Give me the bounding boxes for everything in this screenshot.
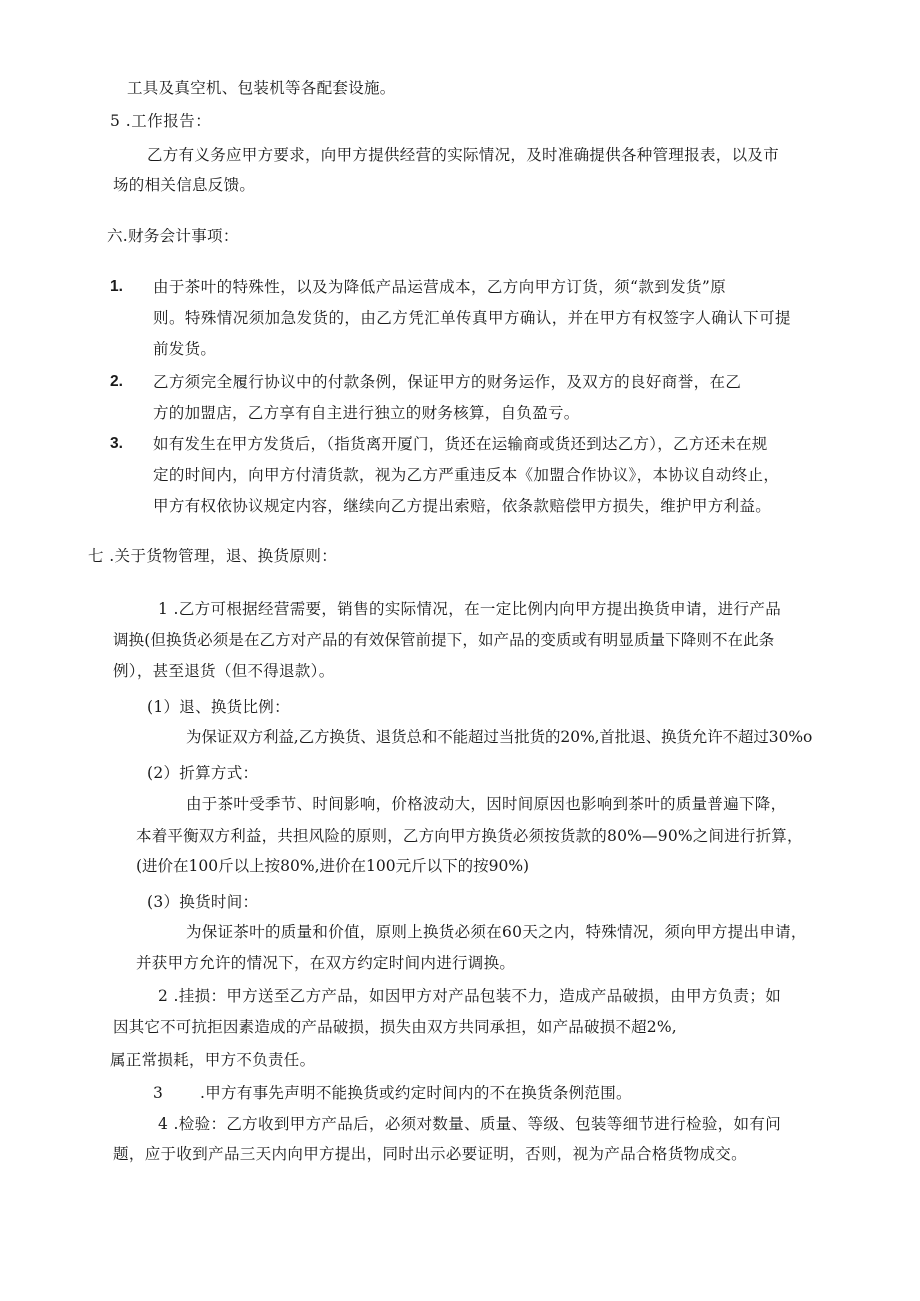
finance-item-1-cont2: 前发货。 <box>153 340 217 358</box>
discount-method-heading: (2）折算方式： <box>147 764 259 782</box>
discount-method-text-cont2: (进价在100斤以上按80%,进价在100元斤以下的按90%) <box>136 857 530 875</box>
finance-item-3-cont2: 甲方有权依协议规定内容，继续向乙方提出索赔，依条款赔偿甲方损失，维护甲方利益。 <box>153 497 772 515</box>
finance-item-3-cont: 定的时间内，向甲方付清货款，视为乙方严重违反本《加盟合作协议》，本协议自动终止， <box>153 466 780 484</box>
return-ratio-text: 为保证双方利益,乙方换货、退货总和不能超过当批货的20%,首批退、换货允许不超过30%o <box>186 728 813 746</box>
goods-item-1-cont: 调换(但换货必须是在乙方对产品的有效保管前提下，如产品的变质或有明显质量下降则不在此条 <box>113 631 775 649</box>
finance-item-1: 由于茶叶的特殊性，以及为降低产品运营成本，乙方向甲方订货，须“款到发货”原 <box>153 278 727 296</box>
exchange-time-heading: (3）换货时间： <box>147 893 259 911</box>
goods-item-1-cont2: 例），甚至退货（但不得退款）。 <box>113 662 335 680</box>
finance-item-1-cont: 则。特殊情况须加急发货的，由乙方凭汇单传真甲方确认，并在甲方有权签字人确认下可提 <box>153 309 792 327</box>
work-report-text: 乙方有义务应甲方要求，向甲方提供经营的实际情况，及时准确提供各种管理报表，以及市 <box>147 146 780 164</box>
discount-method-text-cont: 本着平衡双方利益，共担风险的原则，乙方向甲方换货必须按货款的80%—90%之间进行折算， <box>136 827 803 845</box>
damage-item-2-cont: 因其它不可抗拒因素造成的产品破损，损失由双方共同承担，如产品破损不超2%, <box>113 1018 677 1036</box>
section-7-heading: 七 .关于货物管理，退、换货原则： <box>88 547 338 565</box>
work-report-text-cont: 场的相关信息反馈。 <box>113 176 256 194</box>
exchange-time-text-cont: 并获甲方允许的情况下，在双方约定时间内进行调换。 <box>136 954 516 972</box>
item-number-3: 3. <box>110 435 123 452</box>
item-number-1: 1. <box>110 278 123 295</box>
inspection-item-4-cont: 题，应于收到产品三天内向甲方提出，同时出示必要证明，否则，视为产品合格货物成交。 <box>113 1145 748 1163</box>
work-report-heading: 5 .工作报告： <box>110 112 212 130</box>
return-ratio-heading: (1）退、换货比例： <box>147 698 290 716</box>
item-number-2: 2. <box>110 373 123 390</box>
damage-item-2-cont2: 属正常损耗，甲方不负责任。 <box>110 1051 316 1069</box>
equipment-line: 工具及真空机、包装机等各配套设施。 <box>127 79 396 97</box>
discount-method-text: 由于茶叶受季节、时间影响，价格波动大，因时间原因也影响到茶叶的质量普遍下降， <box>186 795 787 813</box>
finance-item-2-cont: 方的加盟店，乙方享有自主进行独立的财务核算，自负盈亏。 <box>153 404 580 422</box>
exchange-time-text: 为保证茶叶的质量和价值，原则上换货必须在60天之内，特殊情况，须向甲方提出申请， <box>186 923 807 941</box>
finance-item-2: 乙方须完全履行协议中的付款条例，保证甲方的财务运作，及双方的良好商誉，在乙 <box>153 373 742 391</box>
goods-item-3: .甲方有事先声明不能换货或约定时间内的不在换货条例范围。 <box>200 1084 632 1102</box>
goods-item-1: 1 .乙方可根据经营需要，销售的实际情况，在一定比例内向甲方提出换货申请，进行产品 <box>158 600 782 618</box>
finance-item-3: 如有发生在甲方发货后，（指货离开厦门，货还在运输商或货还到达乙方），乙方还未在规 <box>153 435 768 453</box>
item-3-number: 3 <box>153 1084 163 1102</box>
inspection-item-4: 4 .检验：乙方收到甲方产品后，必须对数量、质量、等级、包装等细节进行检验，如有问 <box>158 1115 782 1133</box>
section-6-heading: 六.财务会计事项： <box>107 227 239 245</box>
damage-item-2: 2 .挂损：甲方送至乙方产品，如因甲方对产品包装不力，造成产品破损，由甲方负责；如 <box>158 987 782 1005</box>
